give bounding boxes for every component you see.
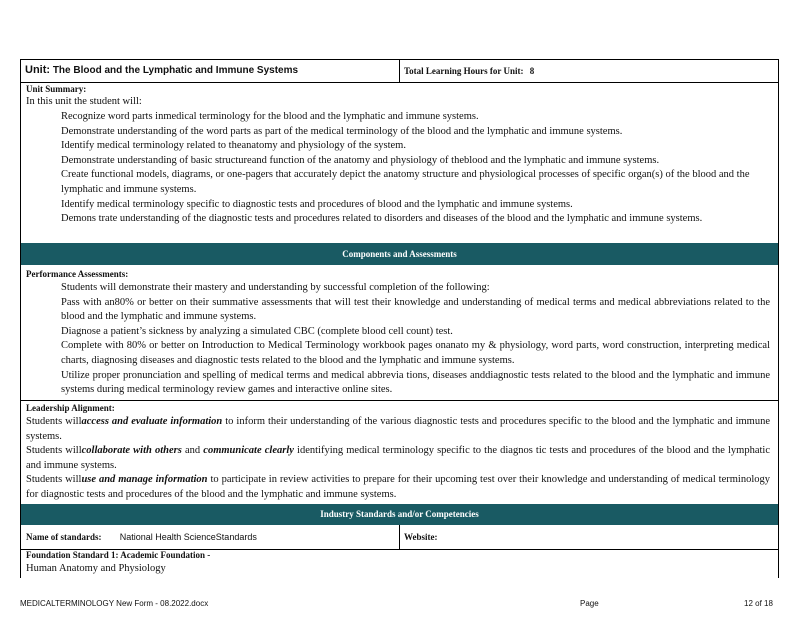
unit-hours-cell (399, 60, 535, 82)
summary-list (43, 110, 770, 227)
unit-summary-section (21, 84, 778, 242)
performance-list (43, 281, 770, 398)
unit-label: Unit: (25, 64, 51, 76)
unit-title-cell (25, 64, 298, 76)
curriculum-table (20, 59, 779, 578)
list-item: Identify medical terminology related to theanatomy and physiology of the system. (61, 140, 406, 152)
list-item: Create functional models, diagrams, or one-pagers that accurately depict the anatomy structure and physiological processes of specific organ(s) of the blood and the lymphatic and immune systems. (61, 169, 750, 195)
list-item: Complete with 80% or better on Introduction to Medical Terminology workbook pages onanato my & physiology, word parts, word construction, interpreting medical charts, diagnosing diseases and diagnostic tests related to the blood and the lymphatic and immune systems. (61, 340, 770, 366)
hours-label: Total Learning Hours for Unit: (404, 66, 524, 76)
foundation-value: Human Anatomy and Physiology (26, 563, 166, 574)
footer-filename: MEDICALTERMINOLOGY New Form - 08.2022.docx (20, 599, 209, 608)
footer-page-label: Page (580, 599, 599, 608)
leadership-lines (26, 415, 770, 503)
summary-intro: In this unit the student will: (26, 96, 142, 107)
standards-name-cell (26, 532, 257, 542)
list-item: Identify medical terminology specific to diagnostic tests and procedures of blood and the lymphatic and immune systems. (61, 198, 573, 210)
summary-heading: Unit Summary: (26, 84, 87, 94)
list-item: Utilize proper pronunciation and spelling of medical terms and medical abbrevia tions, diseases anddiagnostic tests related to the blood and the lymphatic and immune systems during medical terminology review games and interactive online sites. (61, 369, 770, 396)
list-item: Diagnose a patient’s sickness by analyzing a simulated CBC (complete blood cell count) test. (61, 325, 453, 337)
hours-value: 8 (529, 66, 535, 76)
components-bar: Components and Assessments (21, 243, 778, 265)
leadership-line: Students willcollaborate with others and communicate clearly identifying medical terminology specific to the diagnos tic tests and procedures of the blood and the lymphatic and immune systems. (26, 445, 770, 471)
standards-name-value: National Health ScienceStandards (119, 532, 257, 542)
foundation-label: Foundation Standard 1: Academic Foundation - (26, 550, 211, 560)
website-label: Website: (404, 532, 438, 542)
standards-row (21, 525, 778, 550)
list-item: Pass with an80% or better on their summative assessments that will test their knowledge and understanding of medical terms and medical abbreviations related to the blood and the lymphatic and immune systems. (61, 296, 770, 323)
footer-page-number: 12 of 18 (744, 599, 773, 608)
list-item: Recognize word parts inmedical terminology for the blood and the lymphatic and immune systems. (61, 111, 479, 122)
foundation-row (21, 550, 778, 578)
list-item: Demonstrate understanding of basic structureand function of the anatomy and physiology of theblood and the lymphatic and immune systems. (61, 154, 660, 166)
list-item: Students will demonstrate their mastery and understanding by successful completion of the following: (61, 282, 490, 293)
performance-section (21, 266, 778, 400)
list-item: Demonstrate understanding of the word parts as part of the medical terminology of the blood and the lymphatic and immune systems. (61, 125, 623, 137)
standards-name-label: Name of standards: (26, 532, 102, 542)
leadership-section (21, 401, 778, 503)
leadership-line: Students willaccess and evaluate information to inform their understanding of the various diagnostic tests and procedures specific to the blood and the lymphatic and immune systems. (26, 416, 770, 442)
leadership-heading: Leadership Alignment: (26, 403, 115, 413)
performance-heading: Performance Assessments: (26, 269, 129, 279)
list-item: Demons trate understanding of the diagnostic tests and procedures related to disorders and diseases of the blood and the lymphatic and immune systems. (61, 213, 703, 225)
unit-title: The Blood and the Lymphatic and Immune Systems (52, 65, 299, 76)
website-cell (399, 525, 438, 549)
leadership-line: Students willuse and manage information to participate in review activities to prepare for their upcoming test over their knowledge and understanding of medical terminology for diagnostic tests and procedures of the blood and the lymphatic and immune systems. (26, 474, 770, 500)
unit-row (21, 60, 778, 83)
industry-bar: Industry Standards and/or Competencies (21, 504, 778, 525)
